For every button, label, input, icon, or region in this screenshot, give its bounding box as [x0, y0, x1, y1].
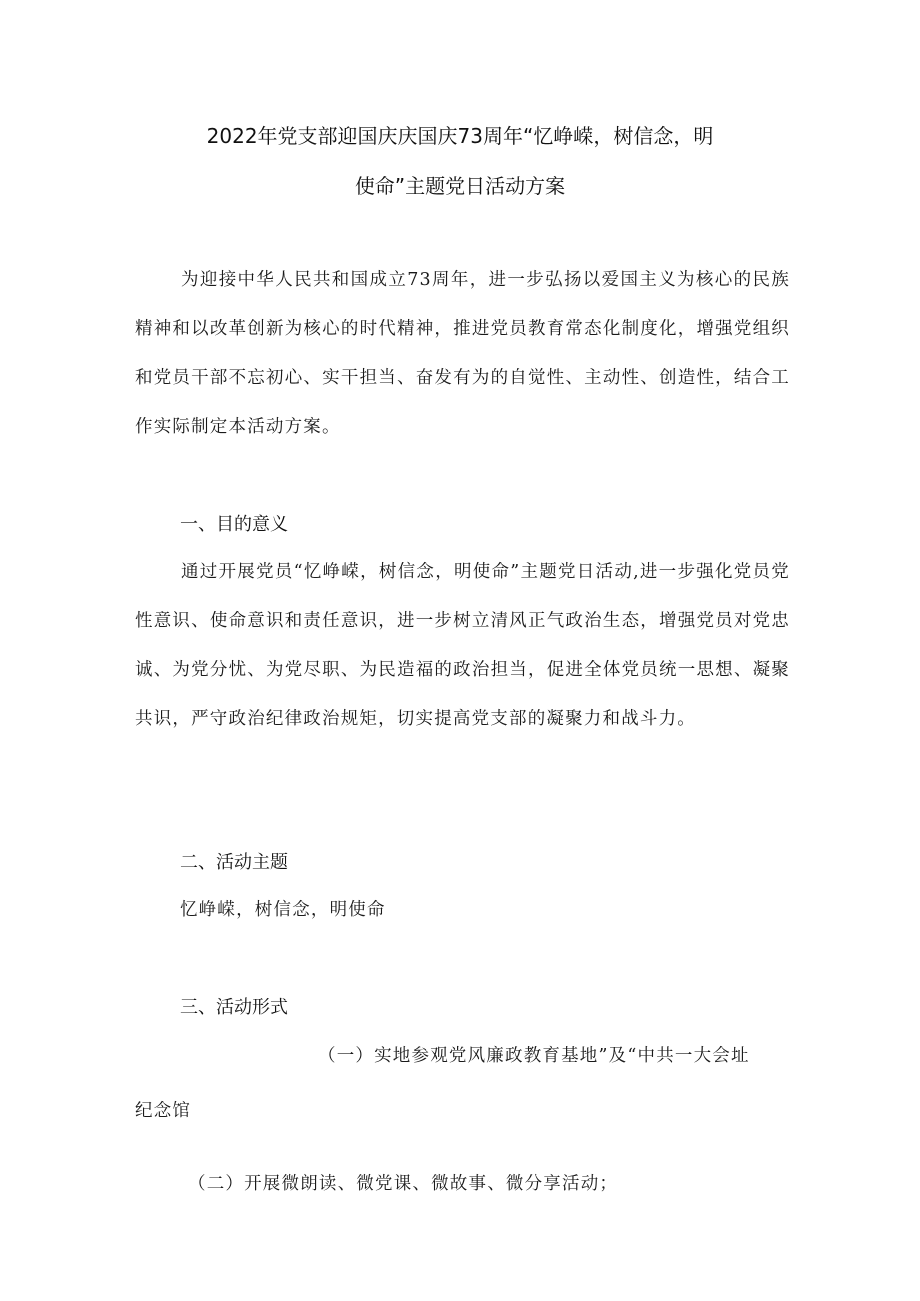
section1-body: 通过开展党员“忆峥嵘，树信念，明使命”主题党日活动,进一步强化党员党性意识、使命意识和责任意识，进一步树立清风正气政治生态，增强党员对党忠诚、为党分忧、为党尽职、为民造福的政治担当，促进全体党员统一思想、凝聚共识，严守政治纪律政治规矩，切实提高党支部的凝聚力和战斗力。 [135, 562, 790, 729]
document-title-line1: 2022年党支部迎国庆庆国庆73周年“忆峥嵘，树信念，明 [206, 124, 714, 148]
section2-heading: 二、活动主题 [180, 852, 288, 873]
document-title-line2: 使命”主题党日活动方案 [354, 174, 566, 198]
section2-body: 忆峥嵘，树信念，明使命 [180, 900, 386, 920]
section3-item2: （二）开展微朗读、微党课、微故事、微分享活动； [188, 1174, 619, 1194]
intro-paragraph: 为迎接中华人民共和国成立73周年，进一步弘扬以爱国主义为核心的民族精神和以改革创新为核心的时代精神，推进党员教育常态化制度化，增强党组织和党员干部不忘初心、实干担当、奋发有为的自觉性、主动性、创造性，结合工作实际制定本活动方案。 [135, 270, 790, 437]
section3-item1-line1: （一）实地参观党风廉政教育基地”及“中共一大会址 [318, 1046, 750, 1066]
section3-heading: 三、活动形式 [180, 997, 288, 1018]
section3-item1-line2: 纪念馆 [135, 1101, 192, 1121]
section1-heading: 一、目的意义 [180, 514, 288, 535]
